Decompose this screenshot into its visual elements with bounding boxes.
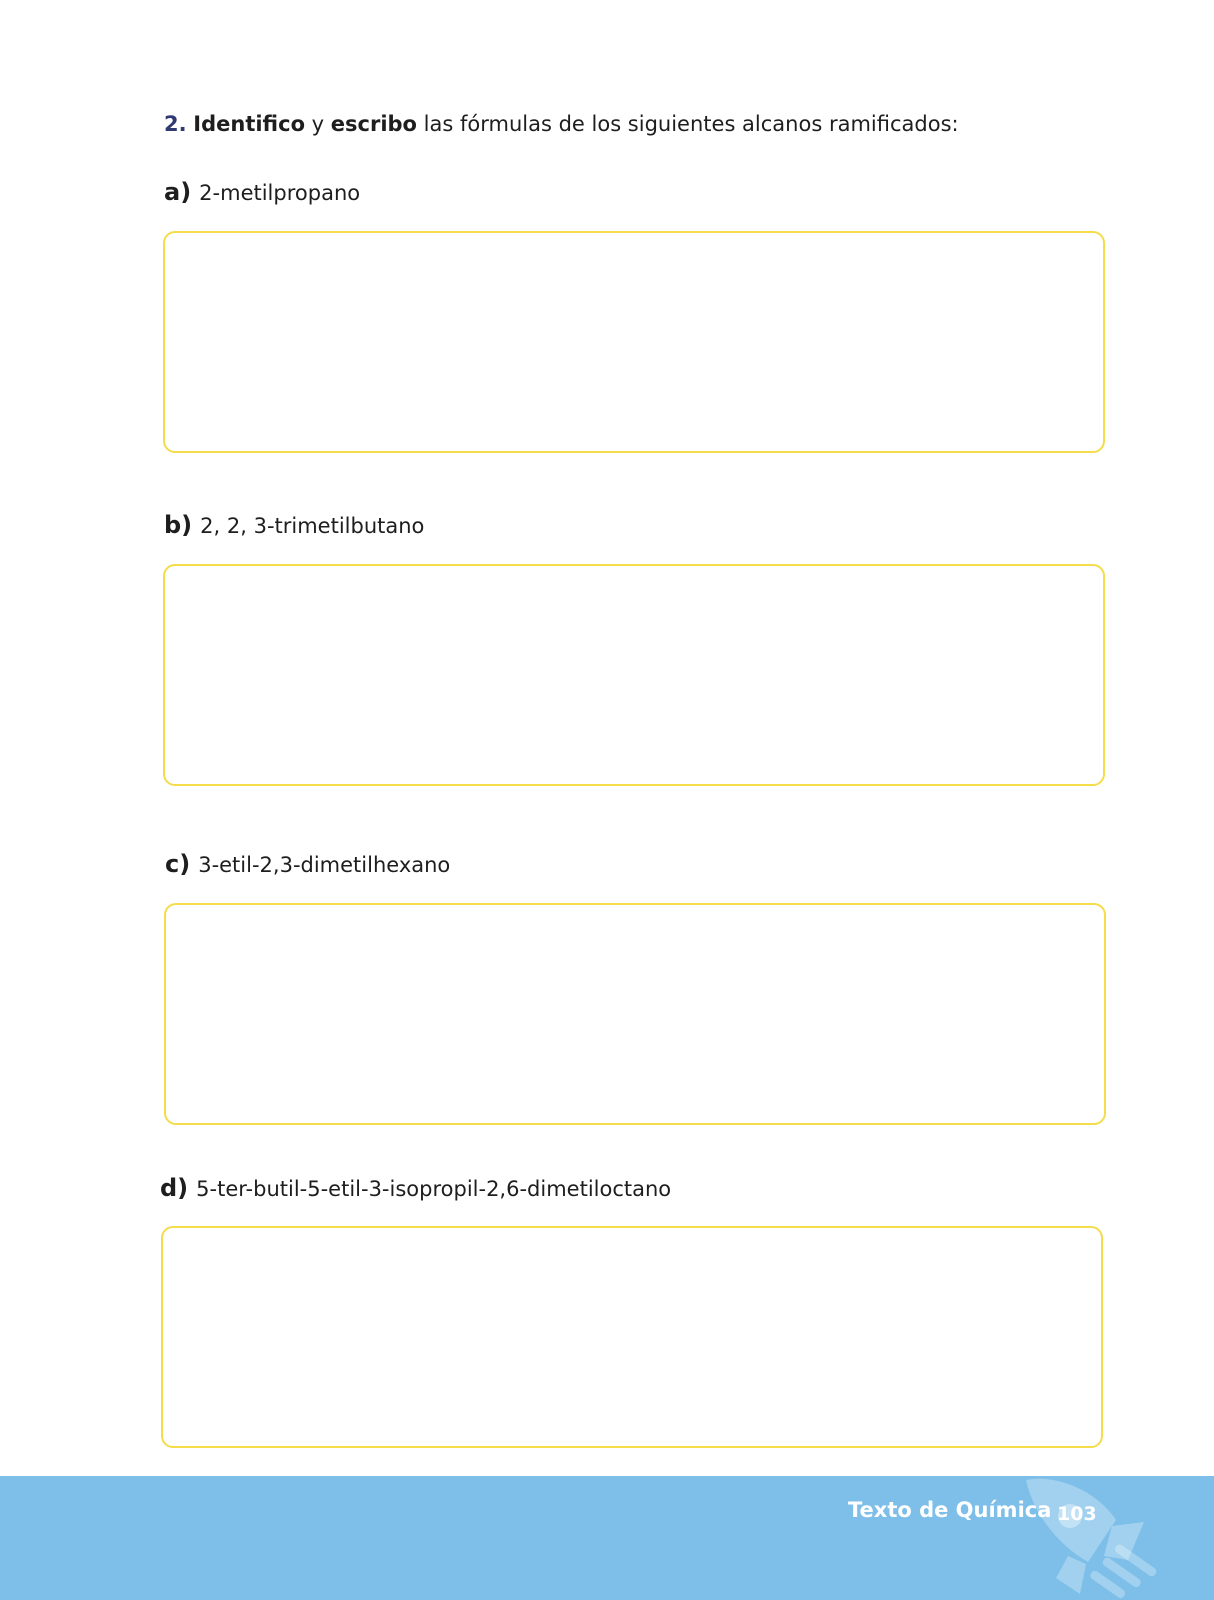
instruction-connector: y <box>305 112 331 136</box>
question-d-text: 5-ter-butil-5-etil-3-isopropil-2,6-dimetiloctano <box>196 1177 672 1201</box>
question-d-label <box>160 1174 671 1203</box>
page-footer <box>0 1476 1214 1600</box>
question-c-letter: c) <box>165 850 191 878</box>
answer-box-d[interactable] <box>161 1226 1103 1448</box>
question-d-letter: d) <box>160 1174 189 1202</box>
answer-box-a[interactable] <box>163 231 1105 453</box>
instruction-verb-escribo: escribo <box>330 112 417 136</box>
question-b-label <box>164 511 424 540</box>
instruction-text <box>164 110 959 138</box>
question-b-text: 2, 2, 3-trimetilbutano <box>200 514 425 538</box>
question-a-letter: a) <box>164 178 192 206</box>
footer-book-title: Texto de Química <box>848 1498 1052 1522</box>
rocket-icon <box>1016 1476 1214 1600</box>
question-b-letter: b) <box>164 511 193 539</box>
instruction-number: 2. <box>164 112 187 136</box>
question-a-label <box>164 178 360 207</box>
question-a-text: 2-metilpropano <box>199 181 361 205</box>
answer-box-c[interactable] <box>164 903 1106 1125</box>
answer-box-b[interactable] <box>163 564 1105 786</box>
instruction-verb-identifico: Identifico <box>193 112 305 136</box>
instruction-rest: las fórmulas de los siguientes alcanos ramificados: <box>417 112 959 136</box>
page-number: 103 <box>1057 1503 1097 1525</box>
question-c-text: 3-etil-2,3-dimetilhexano <box>198 853 451 877</box>
question-c-label <box>165 850 450 879</box>
